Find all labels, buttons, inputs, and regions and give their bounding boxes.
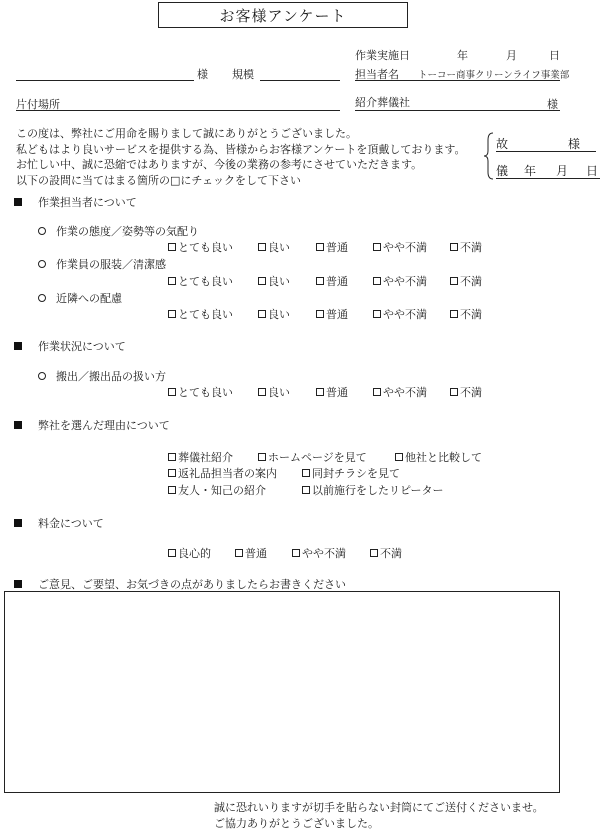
intro-text: [16, 126, 465, 188]
funeral-company-label: 紹介葬儀社: [355, 96, 410, 109]
circle-bullet-icon: [38, 294, 46, 302]
checkbox-icon: [373, 310, 381, 318]
location-field[interactable]: [16, 110, 340, 111]
footer-line-2: ご協力ありがとうございました。: [214, 817, 379, 830]
section-4-title: 料金について: [38, 517, 104, 530]
s1-q1-option-4[interactable]: やや不満: [373, 239, 427, 255]
s1-q1-option-2[interactable]: 良い: [258, 239, 290, 255]
checkbox-icon: [450, 388, 458, 396]
s3-option-3[interactable]: 他社と比較して: [395, 449, 482, 465]
customer-sama: 様: [197, 68, 208, 81]
section-2-heading: [14, 338, 126, 354]
s1-q2-option-1[interactable]: とても良い: [168, 273, 233, 289]
s1-q2-option-4[interactable]: やや不満: [373, 273, 427, 289]
s1-q3-label: 近隣への配慮: [56, 292, 122, 305]
checkbox-icon: [370, 549, 378, 557]
deceased-month: 月: [556, 164, 569, 178]
footer-line-1: 誠に恐れいりますが切手を貼らない封筒にてご送付くださいませ。: [214, 801, 544, 814]
s1-question-3: [38, 290, 122, 306]
s1-question-2: [38, 256, 166, 272]
comments-textarea[interactable]: [4, 591, 560, 793]
s1-q3-option-5[interactable]: 不満: [450, 306, 482, 322]
s1-q2-option-2[interactable]: 良い: [258, 273, 290, 289]
s3-option-6[interactable]: 友人・知己の紹介: [168, 482, 266, 498]
checkbox-icon: [450, 243, 458, 251]
s2-q1-option-3[interactable]: 普通: [316, 384, 348, 400]
s2-q1-label: 搬出／搬出品の扱い方: [56, 370, 166, 383]
s3-option-7[interactable]: 以前施行をしたリピーター: [302, 482, 444, 498]
section-5-title: ご意見、ご要望、お気づきの点がありましたらお書きください: [38, 578, 346, 591]
section-1-title: 作業担当者について: [38, 196, 137, 209]
work-date-day: 日: [549, 49, 560, 62]
checkbox-icon: [292, 549, 300, 557]
circle-bullet-icon: [38, 372, 46, 380]
section-2-title: 作業状況について: [38, 340, 126, 353]
s1-q2-option-3[interactable]: 普通: [316, 273, 348, 289]
checkbox-icon: [450, 310, 458, 318]
s1-q3-option-2[interactable]: 良い: [258, 306, 290, 322]
checkbox-icon: [168, 277, 176, 285]
checkbox-icon: [258, 388, 266, 396]
s1-q1-option-5[interactable]: 不満: [450, 239, 482, 255]
s2-q1-option-4[interactable]: やや不満: [373, 384, 427, 400]
checkbox-icon: [168, 388, 176, 396]
checkbox-icon: [258, 453, 266, 461]
s3-option-2[interactable]: ホームページを見て: [258, 449, 367, 465]
s1-q3-option-3[interactable]: 普通: [316, 306, 348, 322]
checkbox-icon: [373, 388, 381, 396]
deceased-name-field[interactable]: [496, 151, 596, 152]
square-bullet-icon: [14, 580, 22, 588]
work-date-label: 作業実施日: [355, 49, 410, 62]
section-5-heading: [14, 576, 346, 592]
funeral-company-sama: 様: [547, 98, 558, 111]
s3-option-5[interactable]: 同封チラシを見て: [302, 465, 400, 481]
s1-q1-option-3[interactable]: 普通: [316, 239, 348, 255]
checkbox-icon: [168, 486, 176, 494]
checkbox-icon: [316, 310, 324, 318]
s4-option-2[interactable]: 普通: [235, 545, 267, 561]
page-title: お客様アンケート: [158, 2, 408, 28]
s4-option-4[interactable]: 不満: [370, 545, 402, 561]
section-3-heading: [14, 417, 170, 433]
section-3-title: 弊社を選んだ理由について: [38, 419, 170, 432]
s1-q2-option-5[interactable]: 不満: [450, 273, 482, 289]
deceased-sama: 様: [568, 137, 581, 151]
deceased-ko: 故: [496, 137, 509, 151]
checkbox-icon: [302, 469, 310, 477]
staff-value: トーコー商事クリーンライフ事業部: [418, 70, 570, 81]
s1-q3-option-4[interactable]: やや不満: [373, 306, 427, 322]
intro-line-2: 私どもはより良いサービスを提供する為、皆様からお客様アンケートを頂戴しております。: [16, 142, 466, 156]
s3-option-1[interactable]: 葬儀社紹介: [168, 449, 233, 465]
customer-name-field[interactable]: [16, 80, 194, 81]
s1-q2-label: 作業員の服装／清潔感: [56, 258, 166, 271]
square-bullet-icon: [14, 421, 22, 429]
s1-q3-option-1[interactable]: とても良い: [168, 306, 233, 322]
checkbox-icon: [316, 388, 324, 396]
checkbox-icon: [373, 243, 381, 251]
deceased-day: 日: [586, 164, 599, 178]
brace-icon: [484, 132, 494, 180]
intro-line-3: お忙しい中、誠に恐縮ではありますが、今後の業務の参考にさせていただきます。: [16, 158, 423, 171]
checkbox-icon: [235, 549, 243, 557]
deceased-date-field[interactable]: [496, 178, 600, 179]
circle-bullet-icon: [38, 227, 46, 235]
checkbox-icon: [316, 277, 324, 285]
deceased-year: 年: [524, 164, 537, 178]
s1-q1-option-1[interactable]: とても良い: [168, 239, 233, 255]
checkbox-icon: [168, 549, 176, 557]
staff-label: 担当者名: [355, 68, 399, 81]
s1-q1-label: 作業の態度／姿勢等の気配り: [56, 225, 199, 238]
s2-q1-option-5[interactable]: 不満: [450, 384, 482, 400]
work-date-year: 年: [457, 49, 468, 62]
checkbox-icon: [258, 310, 266, 318]
s3-option-4[interactable]: 返礼品担当者の案内: [168, 465, 277, 481]
scale-field[interactable]: [260, 80, 340, 81]
checkbox-icon: [168, 469, 176, 477]
work-date-month: 月: [506, 49, 517, 62]
location-label: 片付場所: [16, 98, 60, 111]
checkbox-icon: [373, 277, 381, 285]
section-1-heading: [14, 194, 137, 210]
checkbox-icon: [168, 310, 176, 318]
deceased-gi: 儀: [496, 164, 509, 178]
square-bullet-icon: [14, 198, 22, 206]
circle-bullet-icon: [38, 260, 46, 268]
section-4-heading: [14, 515, 104, 531]
checkbox-icon: [395, 453, 403, 461]
checkbox-icon: [168, 243, 176, 251]
checkbox-icon: [316, 243, 324, 251]
checkbox-icon: [258, 277, 266, 285]
s4-option-1[interactable]: 良心的: [168, 545, 211, 561]
funeral-company-field[interactable]: [355, 110, 560, 111]
checkbox-icon: [168, 453, 176, 461]
checkbox-icon: [258, 243, 266, 251]
s1-question-1: [38, 223, 199, 239]
checkbox-icon: [302, 486, 310, 494]
s4-option-3[interactable]: やや不満: [292, 545, 346, 561]
intro-line-1: この度は、弊社にご用命を賜りまして誠にありがとうございました。: [16, 127, 357, 140]
s2-question-1: [38, 368, 166, 384]
intro-line-4: 以下の設問に当てはまる箇所の□にチェックをして下さい: [16, 173, 302, 187]
scale-label: 規模: [232, 68, 254, 81]
checkbox-icon: [450, 277, 458, 285]
staff-underline: [355, 80, 560, 81]
s2-q1-option-1[interactable]: とても良い: [168, 384, 233, 400]
square-bullet-icon: [14, 342, 22, 350]
s2-q1-option-2[interactable]: 良い: [258, 384, 290, 400]
square-bullet-icon: [14, 519, 22, 527]
